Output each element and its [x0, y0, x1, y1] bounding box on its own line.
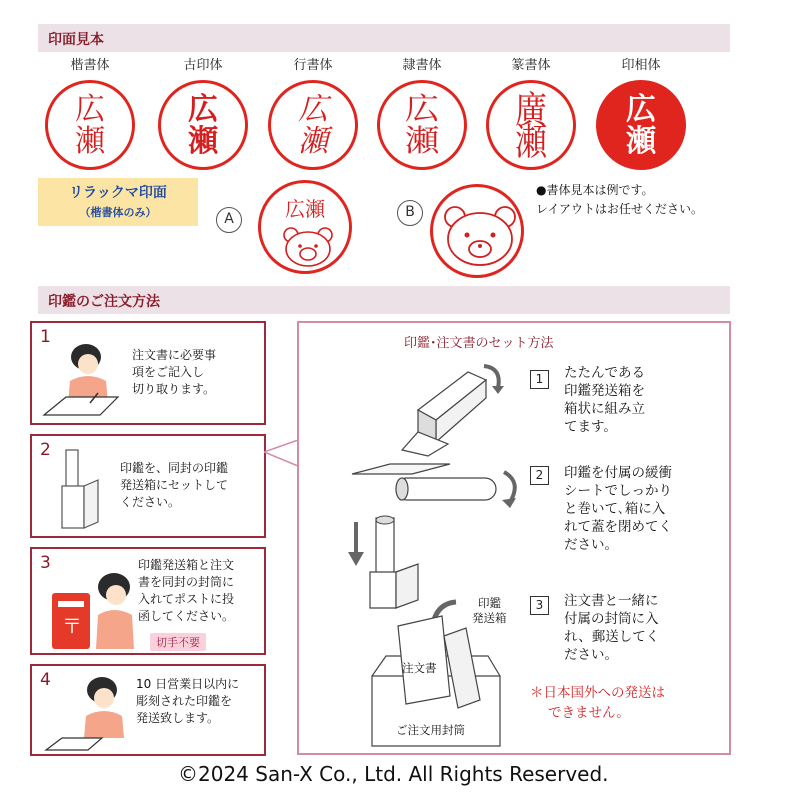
option-b-badge: B — [397, 200, 423, 226]
step-3-text-3: 入れてポストに投 — [138, 592, 235, 606]
order-section-header — [38, 286, 730, 314]
note-line-1: ●書体見本は例です。 — [536, 183, 654, 197]
set-step-2-text-2: シートでしっかり — [564, 483, 672, 499]
seal-sample-reisho — [377, 80, 467, 170]
sample-section-title: 印面見本 — [48, 32, 104, 48]
stamp-not-required-badge: 切手不要 — [150, 633, 206, 651]
seal-glyph: 広 — [404, 92, 440, 127]
style-label-tensho: 篆書体 — [511, 58, 551, 73]
rilakkuma-title: リラックマ印面 — [69, 185, 167, 201]
set-step-2-text-4: れて蓋を閉めてく — [564, 519, 672, 535]
set-step-3-text-3: れ、郵送してく — [564, 629, 660, 645]
order-step-2 — [30, 434, 266, 538]
seal-glyph: 瀬 — [188, 124, 218, 159]
set-step-3-text-4: ださい。 — [564, 647, 618, 663]
step-3-text-1: 印鑑発送箱と注文 — [138, 558, 235, 572]
set-step-1-text-1: たたんである — [564, 365, 645, 381]
step-2-text-1: 印鑑を、同封の印鑑 — [120, 461, 229, 475]
set-step-3-number: 3 — [530, 596, 549, 615]
seal-name-text: 広瀬 — [285, 197, 325, 221]
step-3-text-2: 書を同封の封筒に — [138, 575, 235, 589]
seal-sample-koin — [158, 80, 248, 170]
seal-glyph: 広 — [626, 92, 656, 127]
svg-text:〒: 〒 — [62, 614, 82, 638]
step-1-text-1: 注文書に必要事 — [132, 348, 217, 362]
set-step-2-number: 2 — [530, 466, 549, 485]
seal-glyph: 瀬 — [626, 124, 656, 159]
sample-section-header — [38, 24, 730, 52]
step-1-text-2: 項をご記入し — [132, 365, 205, 379]
option-a-badge: A — [216, 207, 242, 233]
overseas-warning — [530, 683, 665, 723]
set-step-1-number: 1 — [530, 370, 549, 389]
order-section-title: 印鑑のご注文方法 — [48, 294, 160, 310]
step-4-text-2: 彫刻された印鑑を — [136, 694, 233, 708]
order-form-label: 注文書 — [402, 661, 437, 675]
seal-box-label-1: 印鑑 — [478, 596, 501, 610]
step-number: 3 — [40, 553, 51, 573]
set-step-2-text-5: ださい。 — [564, 537, 618, 553]
seal-sample-tensho — [486, 80, 576, 170]
woman-writing-illustration — [40, 333, 130, 421]
bear-face-icon — [433, 187, 527, 281]
seal-sample-kaisho — [45, 80, 135, 170]
rilakkuma-ribbon — [38, 178, 198, 226]
set-step-2-text-3: と巻いて､箱に入 — [564, 501, 666, 517]
step-number: 4 — [40, 670, 51, 690]
rilakkuma-subtitle: （楷書体のみ） — [79, 206, 157, 219]
step-3-text-4: 函してください。 — [138, 609, 235, 623]
seal-glyph: 瀬 — [514, 120, 547, 164]
step-number: 1 — [40, 327, 51, 347]
order-step-1 — [30, 321, 266, 425]
seal-glyph: 広 — [298, 92, 328, 127]
step-2-text-2: 発送箱にセットして — [120, 478, 229, 492]
style-label-kaisho: 楷書体 — [70, 58, 110, 73]
seal-sample-gyosho — [268, 80, 358, 170]
set-step-1-text-3: 箱状に組み立 — [564, 401, 645, 417]
style-label-gyosho: 行書体 — [293, 58, 333, 73]
seal-sample-insou — [596, 80, 686, 170]
step-number: 2 — [40, 440, 51, 460]
callout-connector — [264, 440, 300, 470]
seal-box-illustration — [56, 446, 116, 534]
overseas-warning-line-2: できません。 — [548, 705, 630, 721]
seal-glyph: 瀬 — [75, 124, 105, 159]
order-step-4 — [30, 664, 266, 756]
set-step-3-text-2: 付属の封筒に入 — [564, 611, 659, 627]
rilakkuma-seal-b — [430, 184, 524, 278]
set-step-1-text-4: てます。 — [564, 419, 617, 435]
box-assembly-illustration — [398, 360, 516, 460]
mailbox-illustration — [48, 571, 144, 653]
envelope-label: ご注文用封筒 — [396, 723, 465, 737]
step-4-text-3: 発送致します。 — [136, 711, 220, 725]
overseas-warning-line-1: ＊日本国外への発送は — [530, 685, 665, 701]
style-label-koin: 古印体 — [183, 58, 223, 73]
step-2-text-3: ください。 — [120, 495, 181, 509]
seal-glyph: 瀬 — [404, 124, 440, 159]
seal-glyph: 広 — [75, 92, 105, 127]
set-method-title: 印鑑･注文書のセット方法 — [404, 336, 554, 351]
seal-glyph: 廣 — [514, 88, 547, 132]
rilakkuma-seal-a — [258, 180, 352, 274]
style-label-reisho: 隷書体 — [402, 58, 442, 73]
step-4-text-1: 10 日営業日以内に — [136, 677, 240, 691]
step-1-text-3: 切り取ります。 — [132, 382, 216, 396]
seal-box-label-2: 発送箱 — [472, 611, 507, 625]
set-step-3-text-1: 注文書と一緒に — [564, 593, 659, 609]
style-label-insou: 印相体 — [621, 58, 661, 73]
order-step-3 — [30, 547, 266, 655]
set-step-1-text-2: 印鑑発送箱を — [564, 383, 645, 399]
copyright-notice: ©2024 San-X Co., Ltd. All Rights Reserved. — [178, 762, 609, 786]
set-step-2-text-1: 印鑑を付属の緩衝 — [564, 465, 672, 481]
seal-glyph: 広 — [188, 92, 218, 127]
woman-sending-illustration — [42, 674, 138, 754]
bear-face-icon — [261, 183, 355, 277]
note-line-2: レイアウトはお任せください。 — [536, 202, 704, 216]
seal-glyph: 瀬 — [298, 124, 328, 159]
